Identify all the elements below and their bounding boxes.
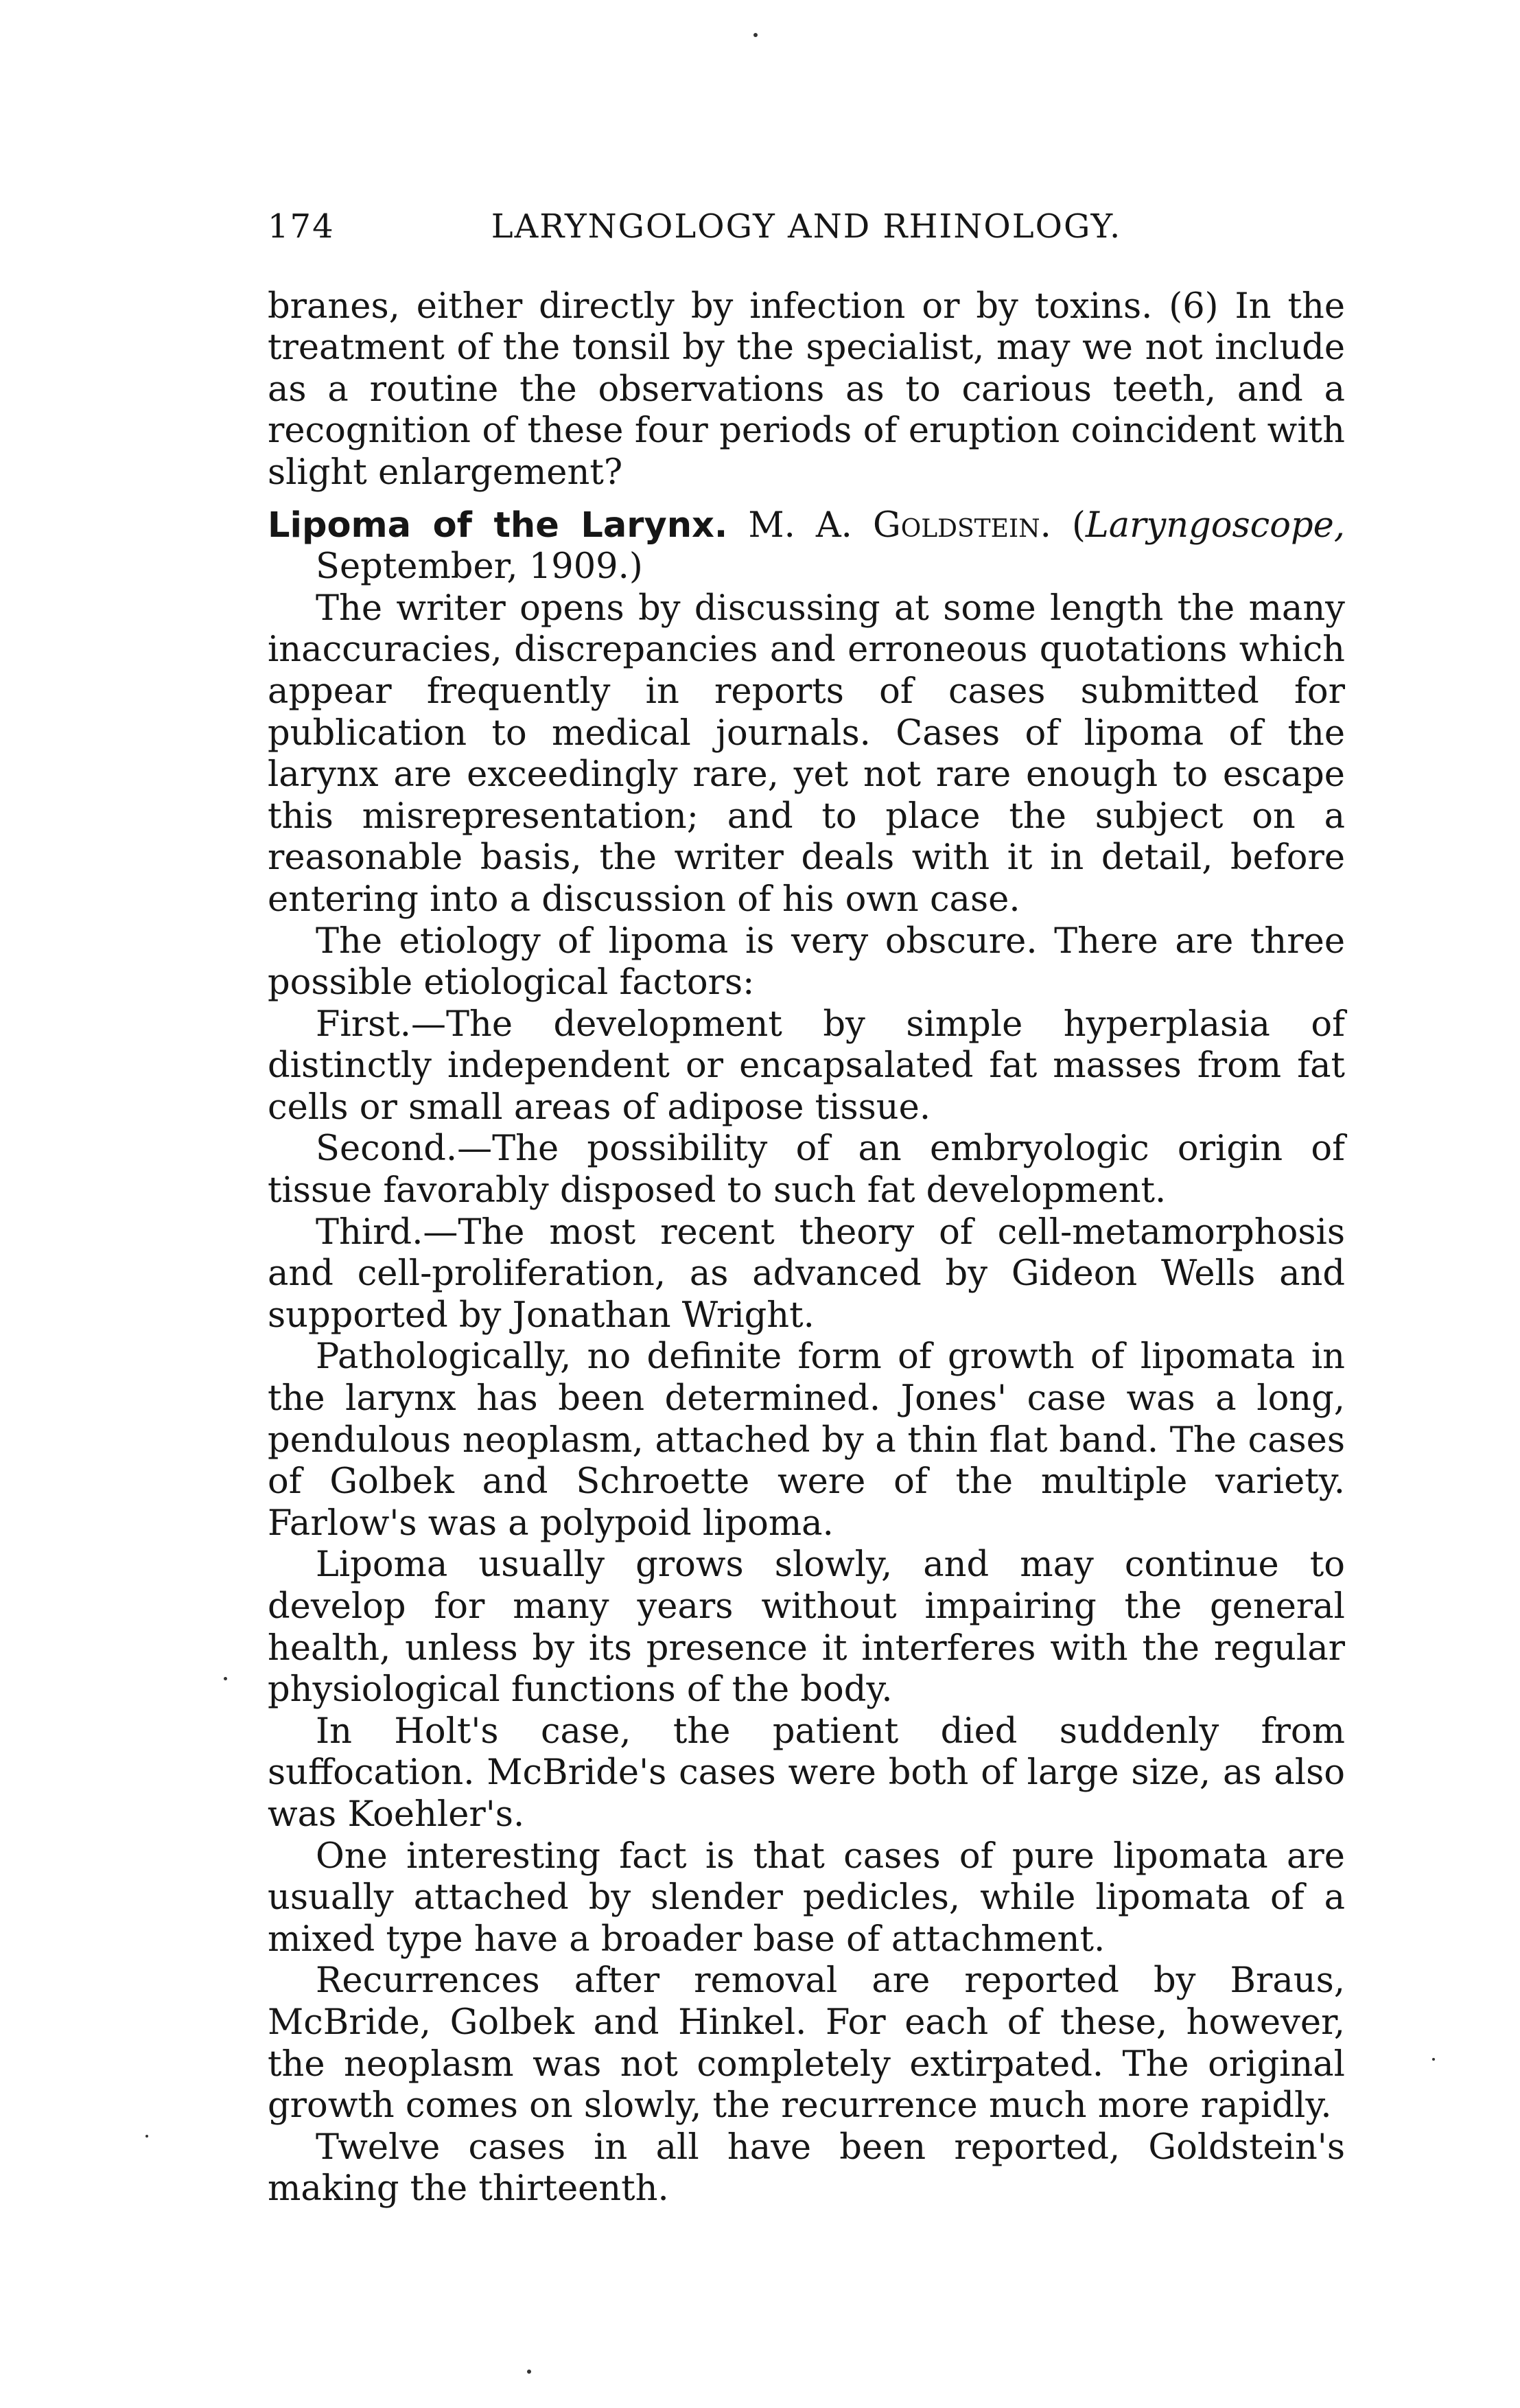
article-title: Lipoma of the Larynx. <box>268 505 728 546</box>
scan-speck <box>224 1677 227 1680</box>
body-paragraph: Second.—The possibility of an embryologic origin of tissue favorably disposed to such fat development. <box>268 1128 1345 1212</box>
citation-open-paren: ( <box>1071 505 1086 546</box>
scan-speck <box>527 2370 531 2374</box>
article-journal: Laryngoscope, <box>1085 505 1345 546</box>
body-paragraph: The writer opens by discussing at some length the many inaccuracies, discrepancies and erroneous quotations which appear frequently in reports of cases submitted for publication to medical journals. Cases of lipoma of the larynx are exceedingly rare, yet not rare enough to escape this misrepresentation; and to place the subject on a reasonable basis, the writer deals with it in detail, before entering into a discussion of his own case. <box>268 588 1345 920</box>
body-paragraph: First.—The development by simple hyperplasia of distinctly independent or encapsalated fat masses from fat cells or small areas of adipose tissue. <box>268 1004 1345 1128</box>
article-author: M. A. Goldstein. <box>748 505 1051 546</box>
book-page <box>268 206 1345 2210</box>
article-heading <box>268 505 1345 588</box>
body-paragraph: Recurrences after removal are reported by Braus, McBride, Golbek and Hinkel. For each of these, however, the neoplasm was not completely extirpated. The original growth comes on slowly, the recurrence much more rapidly. <box>268 1960 1345 2127</box>
body-paragraph: Pathologically, no definite form of growth of lipomata in the larynx has been determined. Jones' case was a long, pendulous neoplasm, attached by a thin flat band. The cases of Golbek and Schroette were of the multiple variety. Farlow's was a polypoid lipoma. <box>268 1336 1345 1544</box>
body-paragraph: The etiology of lipoma is very obscure. There are three possible etiological factors: <box>268 921 1345 1004</box>
page-header <box>268 206 1345 248</box>
continued-paragraph: branes, either directly by infection or by toxins. (6) In the treatment of the tonsil by the specialist, may we not include as a routine the observations as to carious teeth, and a recognition of these four periods of eruption coincident with slight enlargement? <box>268 286 1345 493</box>
body-paragraph: Third.—The most recent theory of cell-metamorphosis and cell-proliferation, as advanced by Gideon Wells and supported by Jonathan Wright. <box>268 1212 1345 1336</box>
body-paragraph: In Holt's case, the patient died suddenly from suffocation. McBride's cases were both of large size, as also was Koehler's. <box>268 1711 1345 1835</box>
scan-speck <box>753 33 758 37</box>
page-number: 174 <box>268 207 335 246</box>
body-paragraph: Twelve cases in all have been reported, Goldstein's making the thirteenth. <box>268 2127 1345 2210</box>
running-title: LARYNGOLOGY AND RHINOLOGY. <box>491 207 1122 246</box>
body-paragraph: Lipoma usually grows slowly, and may continue to develop for many years without impairing the general health, unless by its presence it interferes with the regular physiological functions of the body. <box>268 1544 1345 1711</box>
article-date: September, 1909.) <box>316 546 643 588</box>
scan-speck <box>1432 2058 1435 2061</box>
scan-speck <box>145 2135 148 2138</box>
body-paragraph: One interesting fact is that cases of pure lipomata are usually attached by slender pedicles, while lipomata of a mixed type have a broader base of attachment. <box>268 1836 1345 1960</box>
